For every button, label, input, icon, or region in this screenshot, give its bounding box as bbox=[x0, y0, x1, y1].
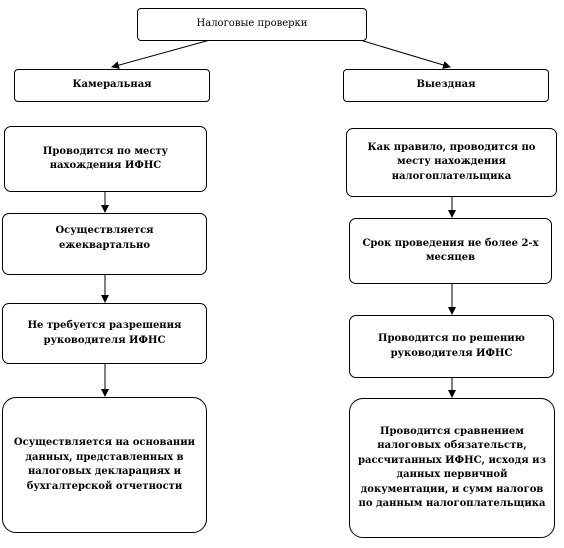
right-header-box bbox=[343, 69, 549, 102]
right-box-2-text: Срок проведения не более 2-х месяцев bbox=[362, 237, 539, 263]
right-box-4 bbox=[349, 398, 555, 538]
right-box-2 bbox=[349, 218, 552, 284]
left-box-2-text: Осуществляется ежеквартально bbox=[55, 225, 154, 251]
root-box bbox=[137, 8, 367, 41]
left-box-2 bbox=[2, 213, 207, 275]
arrow-root-to-right bbox=[360, 40, 450, 67]
arrow-root-to-left bbox=[112, 40, 210, 67]
left-header-box bbox=[14, 69, 210, 102]
right-box-1 bbox=[346, 128, 557, 197]
right-box-3-text: Проводится по решению руководителя ИФНС bbox=[378, 333, 525, 359]
left-header-label: Камеральная bbox=[72, 79, 152, 91]
left-box-4 bbox=[2, 397, 207, 533]
left-box-3 bbox=[2, 303, 207, 364]
right-box-3 bbox=[349, 315, 554, 378]
right-box-1-text: Как правило, проводится по месту нахождения налогоплательщика bbox=[367, 141, 536, 182]
right-header-label: Выездная bbox=[416, 79, 476, 91]
left-box-3-text: Не требуется разрешения руководителя ИФНС bbox=[27, 320, 182, 346]
left-box-1 bbox=[4, 126, 207, 192]
right-box-4-text: Проводится сравнением налоговых обязательств, рассчитанных ИФНС, исходя из данных первичной документации, и сумм налогов по данным налогоплательщика bbox=[358, 425, 546, 509]
root-label: Налоговые проверки bbox=[196, 18, 308, 30]
left-box-4-text: Осуществляется на основании данных, представленных в налоговых декларациях и бухгалтерской отчетности bbox=[13, 437, 196, 492]
left-box-1-text: Проводится по месту нахождения ИФНС bbox=[42, 145, 169, 171]
